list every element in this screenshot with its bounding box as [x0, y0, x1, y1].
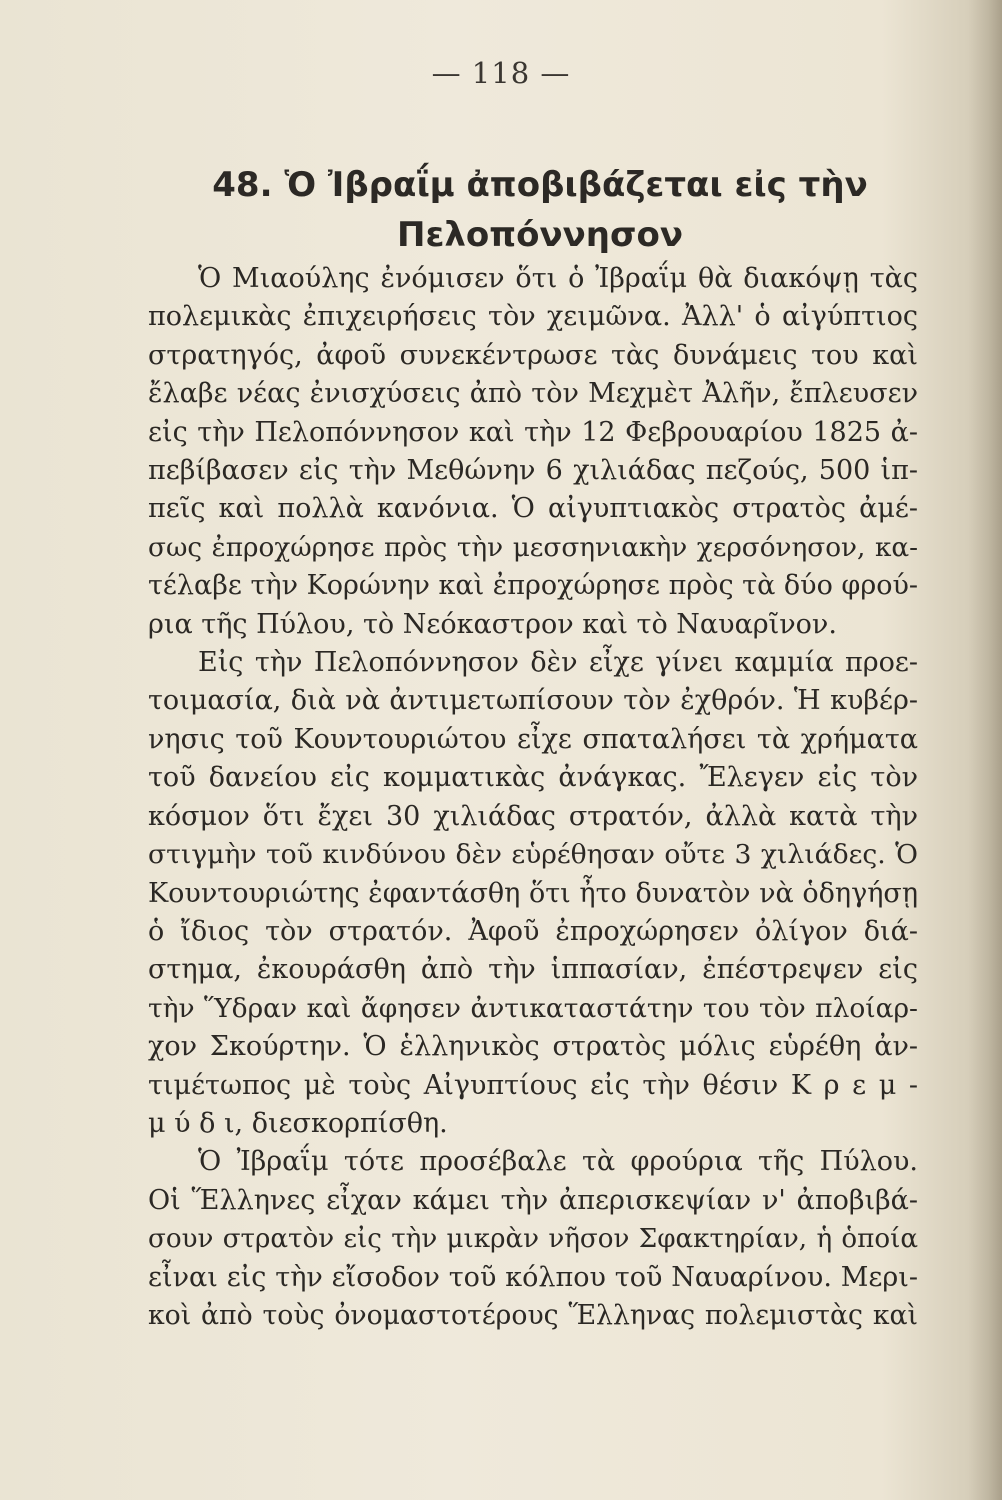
text-line: χον Σκούρτην. Ὁ ἑλληνικὸς στρατὸς μόλις εὑρέθη ἀν-: [148, 1031, 918, 1063]
text-line: τοῦ δανείου εἰς κομματικὰς ἀνάγκας. Ἔλεγεν εἰς τὸν: [148, 762, 918, 794]
text-line: πεβίβασεν εἰς τὴν Μεθώνην 6 χιλιάδας πεζούς, 500 ἱπ-: [148, 455, 918, 487]
text-line: εἰς τὴν Πελοπόννησον καὶ τὴν 12 Φεβρουαρίου 1825 ἀ-: [148, 416, 918, 448]
chapter-title: [200, 160, 880, 260]
text-line: στρατηγός, ἀφοῦ συνεκέντρωσε τὰς δυνάμεις του καὶ: [148, 339, 918, 371]
text-line: εἶναι εἰς τὴν εἴσοδον τοῦ κόλπου τοῦ Ναυαρίνου. Μερι-: [148, 1261, 918, 1293]
text-line: τὴν Ὕδραν καὶ ἄφησεν ἀντικαταστάτην του τὸν πλοίαρ-: [148, 992, 918, 1024]
text-line: Ὁ Ἰβραΐμ τότε προσέβαλε τὰ φρούρια τῆς Πύλου.: [198, 1146, 918, 1178]
text-line: στημα, ἐκουράσθη ἀπὸ τὴν ἱππασίαν, ἐπέστρεψεν εἰς: [148, 954, 918, 986]
chapter-title-line-1: 48. Ὁ Ἰβραΐμ ἀποβιβάζεται εἰς τὴν: [212, 165, 868, 205]
paragraph: [148, 644, 918, 1143]
text-line: πεῖς καὶ πολλὰ κανόνια. Ὁ αἰγυπτιακὸς στρατὸς ἀμέ-: [148, 493, 918, 525]
text-line: Ὁ Μιαούλης ἐνόμισεν ὅτι ὁ Ἰβραΐμ θὰ διακόψῃ τὰς: [198, 263, 918, 294]
text-line: τιμέτωπος μὲ τοὺς Αἰγυπτίους εἰς τὴν θέσιν Κ ρ ε μ -: [148, 1069, 918, 1101]
text-line: κόσμον ὅτι ἔχει 30 χιλιάδας στρατόν, ἀλλὰ κατὰ τὴν: [148, 800, 918, 832]
text-line: ἔλαβε νέας ἐνισχύσεις ἀπὸ τὸν Μεχμὲτ Ἀλῆν, ἔπλευσεν: [148, 378, 918, 410]
body-text: [148, 260, 918, 1335]
text-line: Οἱ Ἕλληνες εἶχαν κάμει τὴν ἀπερισκεψίαν ν' ἀποβιβά-: [148, 1184, 918, 1216]
text-line: σουν στρατὸν εἰς τὴν μικρὰν νῆσον Σφακτηρίαν, ἡ ὁποία: [148, 1224, 918, 1255]
text-line: σως ἐπροχώρησε πρὸς τὴν μεσσηνιακὴν χερσόνησον, κα-: [148, 532, 918, 563]
paragraph: [148, 260, 918, 644]
paragraph: [148, 1143, 918, 1335]
text-line: πολεμικὰς ἐπιχειρήσεις τὸν χειμῶνα. Ἀλλ' ὁ αἰγύπτιος: [148, 301, 918, 333]
text-line: τοιμασία, διὰ νὰ ἀντιμετωπίσουν τὸν ἐχθρόν. Ἡ κυβέρ-: [148, 685, 918, 717]
text-line: Κουντουριώτης ἐφαντάσθη ὅτι ἦτο δυνατὸν νὰ ὁδηγήσῃ: [148, 877, 918, 909]
page-number: — 118 —: [431, 56, 571, 90]
text-line: ρια τῆς Πύλου, τὸ Νεόκαστρον καὶ τὸ Ναυαρῖνον.: [148, 608, 837, 640]
text-line: ὁ ἴδιος τὸν στρατόν. Ἀφοῦ ἐπροχώρησεν ὀλίγον διά-: [148, 915, 918, 947]
text-line: τέλαβε τὴν Κορώνην καὶ ἐπροχώρησε πρὸς τὰ δύο φρού-: [148, 570, 918, 602]
text-line: στιγμὴν τοῦ κινδύνου δὲν εὑρέθησαν οὔτε 3 χιλιάδες. Ὁ: [148, 839, 918, 871]
text-line: νησις τοῦ Κουντουριώτου εἶχε σπαταλήσει τὰ χρήματα: [148, 723, 918, 755]
page-edge-shadow: [968, 0, 1002, 1500]
text-line: Εἰς τὴν Πελοπόννησον δὲν εἶχε γίνει καμμία προε-: [198, 647, 918, 679]
text-line: κοὶ ἀπὸ τοὺς ὀνομαστοτέρους Ἕλληνας πολεμιστὰς καὶ: [148, 1299, 918, 1331]
chapter-title-line-2: Πελοπόννησον: [396, 215, 684, 255]
text-line: μ ύ δ ι, διεσκορπίσθη.: [148, 1107, 448, 1139]
